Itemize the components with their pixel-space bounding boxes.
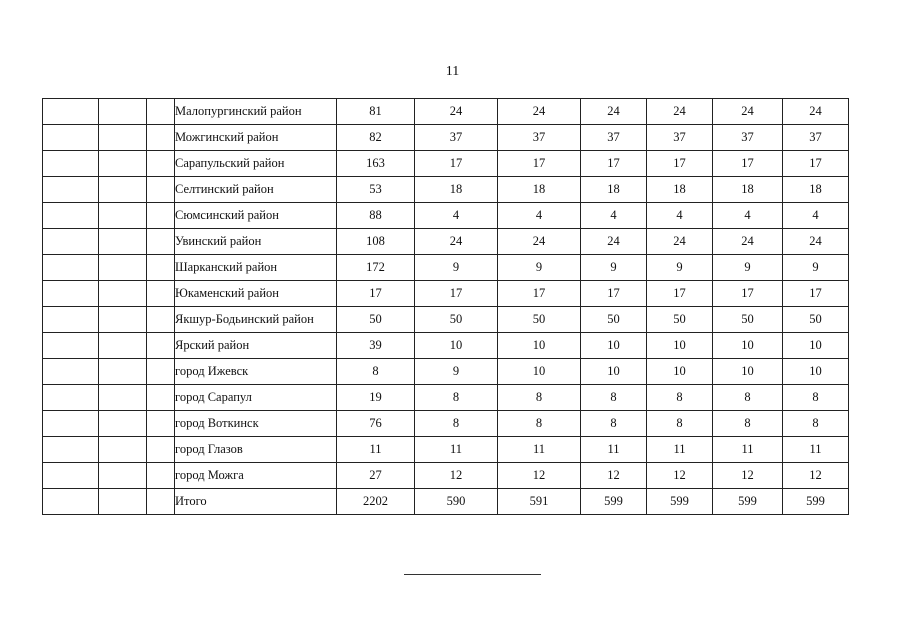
value-cell: 10 [783,333,849,359]
value-cell: 24 [581,99,647,125]
municipality-name-cell: Малопургинский район [175,99,337,125]
value-cell: 8 [581,385,647,411]
empty-cell [99,125,147,151]
empty-cell [99,437,147,463]
value-cell: 9 [415,359,498,385]
value-cell: 18 [498,177,581,203]
value-cell: 37 [415,125,498,151]
value-cell: 599 [713,489,783,515]
value-cell: 8 [713,385,783,411]
value-cell: 8 [581,411,647,437]
value-cell: 18 [647,177,713,203]
table-row [43,151,849,177]
value-cell: 11 [415,437,498,463]
value-cell: 8 [337,359,415,385]
empty-cell [147,151,175,177]
value-cell: 19 [337,385,415,411]
table-row [43,411,849,437]
value-cell: 24 [647,229,713,255]
value-cell: 24 [647,99,713,125]
empty-cell [99,99,147,125]
value-cell: 88 [337,203,415,229]
value-cell: 10 [498,359,581,385]
value-cell: 9 [498,255,581,281]
table-row [43,229,849,255]
municipality-name-cell: город Ижевск [175,359,337,385]
value-cell: 18 [415,177,498,203]
empty-cell [99,411,147,437]
footer-divider [404,574,541,575]
page-number: 11 [445,64,460,79]
value-cell: 50 [783,307,849,333]
municipality-name-cell: Юкаменский район [175,281,337,307]
value-cell: 37 [713,125,783,151]
value-cell: 9 [713,255,783,281]
table-row [43,333,849,359]
empty-cell [43,359,99,385]
table-row [43,385,849,411]
empty-cell [43,385,99,411]
empty-cell [147,411,175,437]
empty-cell [147,307,175,333]
value-cell: 10 [783,359,849,385]
value-cell: 37 [498,125,581,151]
empty-cell [147,99,175,125]
empty-cell [147,281,175,307]
value-cell: 82 [337,125,415,151]
empty-cell [147,229,175,255]
empty-cell [147,437,175,463]
empty-cell [43,177,99,203]
table-row [43,125,849,151]
value-cell: 12 [415,463,498,489]
municipality-name-cell: Якшур-Бодьинский район [175,307,337,333]
table-row [43,307,849,333]
value-cell: 12 [713,463,783,489]
value-cell: 9 [647,255,713,281]
value-cell: 24 [713,229,783,255]
value-cell: 4 [415,203,498,229]
value-cell: 17 [647,151,713,177]
value-cell: 24 [498,99,581,125]
empty-cell [147,255,175,281]
value-cell: 10 [713,333,783,359]
value-cell: 50 [713,307,783,333]
empty-cell [147,203,175,229]
table-row [43,437,849,463]
value-cell: 10 [498,333,581,359]
empty-cell [99,177,147,203]
empty-cell [43,125,99,151]
value-cell: 53 [337,177,415,203]
empty-cell [99,255,147,281]
value-cell: 12 [498,463,581,489]
value-cell: 17 [783,151,849,177]
value-cell: 50 [415,307,498,333]
value-cell: 8 [713,411,783,437]
municipality-name-cell: Увинский район [175,229,337,255]
value-cell: 10 [647,359,713,385]
value-cell: 18 [581,177,647,203]
municipality-name-cell: город Воткинск [175,411,337,437]
empty-cell [43,229,99,255]
empty-cell [43,203,99,229]
empty-cell [147,385,175,411]
empty-cell [43,489,99,515]
municipality-name-cell: Ярский район [175,333,337,359]
value-cell: 4 [647,203,713,229]
value-cell: 11 [647,437,713,463]
empty-cell [147,333,175,359]
value-cell: 11 [581,437,647,463]
value-cell: 4 [713,203,783,229]
value-cell: 24 [713,99,783,125]
municipality-name-cell: Итого [175,489,337,515]
municipality-name-cell: Селтинский район [175,177,337,203]
value-cell: 17 [337,281,415,307]
value-cell: 11 [713,437,783,463]
value-cell: 17 [783,281,849,307]
value-cell: 8 [498,411,581,437]
value-cell: 12 [647,463,713,489]
value-cell: 12 [783,463,849,489]
value-cell: 37 [581,125,647,151]
empty-cell [43,99,99,125]
municipality-name-cell: город Глазов [175,437,337,463]
municipality-name-cell: Сарапульский район [175,151,337,177]
value-cell: 17 [713,151,783,177]
empty-cell [43,463,99,489]
table-row [43,99,849,125]
table-row [43,489,849,515]
value-cell: 599 [581,489,647,515]
empty-cell [43,281,99,307]
value-cell: 17 [713,281,783,307]
value-cell: 76 [337,411,415,437]
value-cell: 9 [581,255,647,281]
municipality-name-cell: Можгинский район [175,125,337,151]
value-cell: 590 [415,489,498,515]
value-cell: 24 [498,229,581,255]
value-cell: 17 [415,281,498,307]
value-cell: 50 [647,307,713,333]
value-cell: 17 [415,151,498,177]
value-cell: 24 [415,229,498,255]
empty-cell [43,333,99,359]
value-cell: 10 [581,359,647,385]
municipality-name-cell: город Можга [175,463,337,489]
value-cell: 17 [498,151,581,177]
value-cell: 8 [498,385,581,411]
municipality-name-cell: Сюмсинский район [175,203,337,229]
empty-cell [99,307,147,333]
empty-cell [43,437,99,463]
value-cell: 599 [783,489,849,515]
value-cell: 11 [337,437,415,463]
value-cell: 11 [783,437,849,463]
value-cell: 8 [783,385,849,411]
table-row [43,359,849,385]
table-body [43,99,849,515]
value-cell: 10 [415,333,498,359]
value-cell: 17 [647,281,713,307]
value-cell: 50 [337,307,415,333]
value-cell: 8 [415,411,498,437]
value-cell: 18 [713,177,783,203]
value-cell: 50 [581,307,647,333]
empty-cell [147,125,175,151]
value-cell: 599 [647,489,713,515]
value-cell: 8 [647,385,713,411]
value-cell: 172 [337,255,415,281]
table-row [43,255,849,281]
value-cell: 10 [647,333,713,359]
value-cell: 591 [498,489,581,515]
value-cell: 24 [415,99,498,125]
municipality-name-cell: Шарканский район [175,255,337,281]
empty-cell [43,151,99,177]
empty-cell [99,359,147,385]
value-cell: 17 [498,281,581,307]
value-cell: 12 [581,463,647,489]
table-row [43,463,849,489]
value-cell: 8 [415,385,498,411]
value-cell: 17 [581,151,647,177]
value-cell: 10 [713,359,783,385]
empty-cell [43,411,99,437]
value-cell: 81 [337,99,415,125]
value-cell: 24 [783,229,849,255]
value-cell: 108 [337,229,415,255]
value-cell: 163 [337,151,415,177]
value-cell: 4 [783,203,849,229]
table-row [43,281,849,307]
empty-cell [99,463,147,489]
value-cell: 8 [783,411,849,437]
table-row [43,203,849,229]
value-cell: 4 [498,203,581,229]
empty-cell [99,229,147,255]
empty-cell [99,203,147,229]
value-cell: 37 [647,125,713,151]
value-cell: 37 [783,125,849,151]
empty-cell [147,177,175,203]
table-row [43,177,849,203]
value-cell: 2202 [337,489,415,515]
value-cell: 27 [337,463,415,489]
empty-cell [147,359,175,385]
value-cell: 4 [581,203,647,229]
municipality-name-cell: город Сарапул [175,385,337,411]
empty-cell [43,255,99,281]
empty-cell [99,333,147,359]
empty-cell [99,281,147,307]
empty-cell [147,463,175,489]
value-cell: 24 [581,229,647,255]
value-cell: 39 [337,333,415,359]
empty-cell [99,489,147,515]
empty-cell [99,385,147,411]
empty-cell [99,151,147,177]
value-cell: 11 [498,437,581,463]
value-cell: 8 [647,411,713,437]
value-cell: 17 [581,281,647,307]
empty-cell [147,489,175,515]
value-cell: 9 [415,255,498,281]
value-cell: 9 [783,255,849,281]
value-cell: 18 [783,177,849,203]
value-cell: 50 [498,307,581,333]
data-table [42,98,849,515]
value-cell: 10 [581,333,647,359]
empty-cell [43,307,99,333]
value-cell: 24 [783,99,849,125]
